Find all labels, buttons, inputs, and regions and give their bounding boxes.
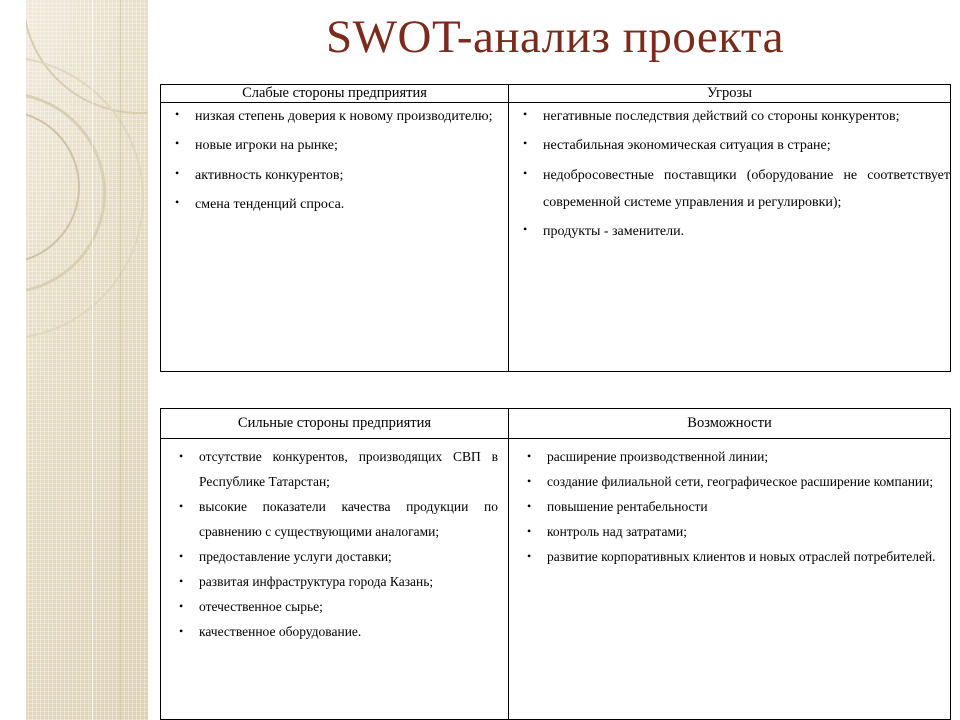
list-item: • создание филиальной сети, географическое расширение компании; — [513, 470, 940, 495]
table-header-row — [161, 409, 951, 439]
decorative-vertical-line-1 — [92, 0, 93, 720]
page-title: SWOT-анализ проекта — [326, 11, 784, 63]
list-item: • повышение рентабельности — [513, 495, 940, 520]
opportunities-list — [513, 445, 940, 570]
weaknesses-list — [161, 103, 508, 218]
list-item: • низкая степень доверия к новому производителю; — [161, 103, 508, 130]
threats-list — [509, 103, 950, 245]
list-item: • контроль над затратами; — [513, 520, 940, 545]
list-item: • высокие показатели качества продукции по сравнению с существующими аналогами; — [165, 495, 498, 545]
list-item: • продукты - заменители. — [509, 218, 950, 245]
strengths-list — [165, 445, 498, 645]
column-header-threats: Угрозы — [509, 85, 951, 103]
table-weaknesses-threats — [160, 84, 951, 372]
sidebar-white-strip — [0, 0, 26, 720]
cell-threats — [509, 103, 951, 372]
table-body-row — [161, 439, 951, 720]
column-header-weaknesses: Слабые стороны предприятия — [161, 85, 509, 103]
column-header-strengths: Сильные стороны предприятия — [161, 409, 509, 439]
column-header-opportunities: Возможности — [509, 409, 951, 439]
list-item: • развитие корпоративных клиентов и новых отраслей потребителей. — [513, 545, 940, 570]
cell-opportunities — [509, 439, 951, 720]
list-item: • активность конкурентов; — [161, 162, 508, 189]
list-item: • предоставление услуги доставки; — [165, 545, 498, 570]
cell-strengths — [161, 439, 509, 720]
list-item: • развитая инфраструктура города Казань; — [165, 570, 498, 595]
list-item: • смена тенденций спроса. — [161, 191, 508, 218]
table-header-row — [161, 85, 951, 103]
list-item: • отечественное сырье; — [165, 595, 498, 620]
table-body-row — [161, 103, 951, 372]
list-item: • отсутствие конкурентов, производящих СВП в Республике Татарстан; — [165, 445, 498, 495]
list-item: • недобросовестные поставщики (оборудование не соответствует современной системе управления и регулировки); — [509, 162, 950, 217]
decorative-sidebar — [0, 0, 148, 720]
list-item: • расширение производственной линии; — [513, 445, 940, 470]
cell-weaknesses — [161, 103, 509, 372]
decorative-vertical-line-2 — [120, 0, 121, 720]
list-item: • новые игроки на рынке; — [161, 132, 508, 159]
list-item: • негативные последствия действий со стороны конкурентов; — [509, 103, 950, 130]
list-item: • качественное оборудование. — [165, 620, 498, 645]
list-item: • нестабильная экономическая ситуация в стране; — [509, 132, 950, 159]
table-strengths-opportunities — [160, 408, 951, 720]
